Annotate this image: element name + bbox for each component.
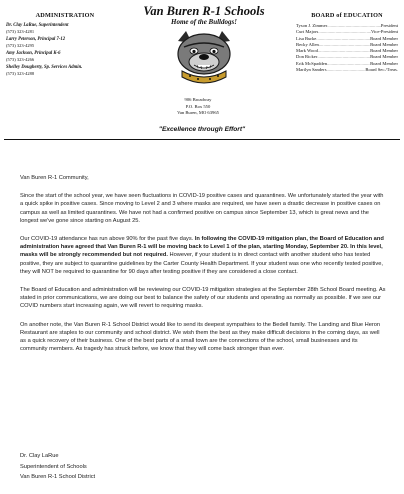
letter-body	[20, 174, 386, 363]
letter-greeting: Van Buren R-1 Community,	[20, 175, 89, 181]
board-member-name: Mark Wood	[296, 48, 318, 54]
board-member-role: Board Member	[370, 60, 398, 66]
board-member-name: Tyson J. Zimmer	[296, 23, 328, 28]
signature-line: Dr. Clay LaRue	[20, 453, 59, 459]
school-address	[168, 97, 228, 117]
letter-signature	[20, 451, 95, 483]
letter-paragraph: Since the start of the school year, we have seen fluctuations in COVID-19 positive cases and quarantines. We unfortunately started the year with a quick spike in positive cases. Since moving to Level 2 and 3 where masks are required, we have seen a drastic decrease in positive cases on campus as well as limited quarantines. We have not had a confirmed positive on campus since September 13, which is great news and the longest we've gone since starting on August 25.	[20, 193, 384, 224]
paragraph-bold-text: In following the COVID-19 mitigation plan, the Board of Education and administration have agreed that Van Buren R-1 will be moving back to Level 1 of the plan, starting Monday, September 20. In this level, masks will be strongly recommended but not required.	[20, 236, 384, 259]
admin-name: Amy Jackson, Principal K-6	[6, 51, 61, 56]
admin-person	[6, 23, 124, 34]
address-line: 906 Broadway	[184, 97, 212, 102]
admin-name: Shelley Dougherty, Sp. Services Admin.	[6, 65, 83, 70]
school-tagline: Home of the Bulldogs!	[171, 18, 237, 26]
board-member-name: Erik McSpadden	[296, 60, 328, 66]
admin-name: Larry Peterson, Principal 7-12	[6, 37, 66, 42]
board-member-role: President	[380, 23, 398, 28]
board-of-education-list	[296, 12, 398, 73]
administration-heading: ADMINISTRATION	[35, 12, 95, 19]
bulldog-mascot-icon	[164, 27, 244, 87]
admin-name: Dr. Clay LaRue, Superintendent	[6, 23, 69, 28]
signature-line: Superintendent of Schools	[20, 463, 87, 470]
board-member-name: Marilyn Sanders	[296, 67, 327, 73]
admin-phone: (573) 323-4288	[6, 70, 35, 76]
admin-person	[6, 37, 124, 48]
admin-person	[6, 51, 124, 62]
administration-list	[6, 12, 124, 79]
letterhead	[124, 4, 284, 87]
school-motto: "Excellence through Effort"	[158, 126, 246, 133]
paragraph-text: Our COVID-19 attendance has run above 90% for the past five days.	[20, 236, 195, 243]
paragraph-text: However, if your student is in direct contact with another student who has tested positive, they are subject to quarantine guidelines by the Carter County Health Department. If your student was one who recently tested positive, they will NOT be required to quarantine for 90 days after testing positive if they are considered a close contact.	[20, 252, 383, 275]
header-divider	[4, 139, 400, 140]
board-member	[296, 67, 398, 73]
letter-paragraph	[20, 235, 386, 276]
letter-paragraph: On another note, the Van Buren R-1 School District would like to send its deepest sympathies to the Bedell family. The Landing and Blue Heron Restaurant are staples to our community and school district. We wish them the best as they make difficult decisions in the coming days, as well as a quick recovery of their business. One of the best parts of a small town are the connections of the school, small businesses and its community members. As tragedy has struck before, we know that they will come back stronger than ever.	[20, 321, 381, 353]
board-member-role: Board Member	[370, 48, 398, 54]
board-member-name: Lisa Burke	[296, 35, 317, 41]
school-name: Van Buren R-1 Schools	[143, 4, 265, 18]
signature-line: Van Buren R-1 School District	[20, 474, 96, 480]
admin-phone: (573) 323-4281	[6, 28, 35, 34]
board-member-role: Board Sec./Treas.	[365, 67, 398, 73]
board-member-name: Becky Allen	[296, 41, 319, 47]
board-member-role: Board Member	[370, 54, 398, 60]
address-line: P.O. Box 550	[185, 103, 211, 109]
board-member-name: Don Ricker	[296, 54, 318, 60]
board-member-role: Board Member	[370, 35, 398, 41]
board-member-role: Board Member	[370, 41, 398, 47]
admin-person	[6, 65, 124, 76]
admin-phone: (573) 323-4295	[6, 42, 35, 48]
board-member-name: Curt Majors	[296, 29, 319, 35]
admin-phone: (573) 323-4266	[6, 56, 35, 62]
board-heading: BOARD of EDUCATION	[311, 12, 383, 19]
board-member-role: Vice-President	[370, 29, 398, 35]
letter-paragraph: The Board of Education and administration will be reviewing our COVID-19 mitigation strategies at the September 28th School Board meeting. As stated in prior communications, we are doing our best to balance the safety of our students and operating as normally as possible. If we see our COVID numbers start increasing again, we will revert to requiring masks.	[20, 287, 386, 310]
address-line: Van Buren, MO 63965	[177, 110, 219, 116]
